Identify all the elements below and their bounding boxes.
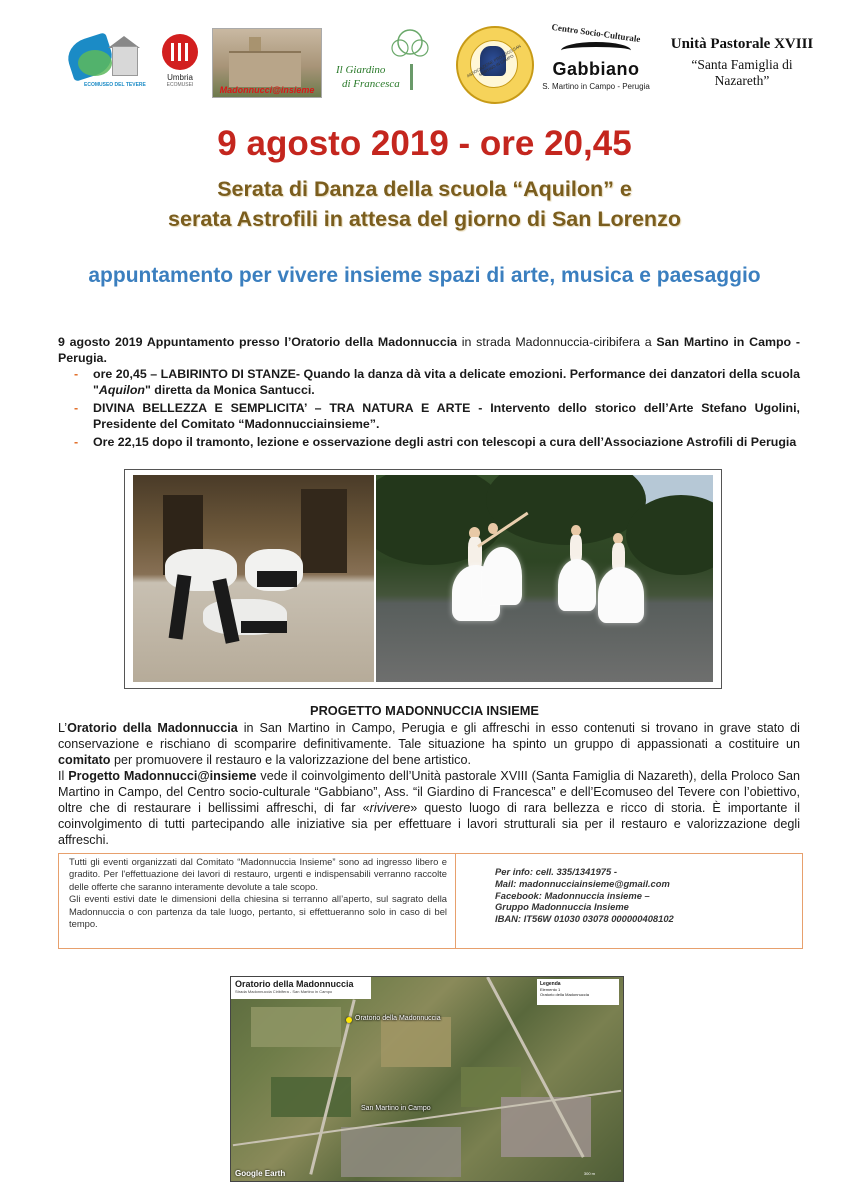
program-item: - ore 20,45 – LABIRINTO DI STANZE- Quando la danza dà vita a delicate emozioni. Performance dei danzatori della scuola "Aquilon" diretta da Monica Santucci. [74,367,800,397]
madonnucci-logo [212,28,322,98]
project-text [58,720,800,848]
map-legend [537,979,619,1005]
map-town-label: San Martino in Campo [361,1105,431,1112]
gabbiano-place: S. Martino in Campo - Perugia [542,82,650,91]
info-notes [59,854,456,948]
legend-item-2: Oratorio della Madonnuccia [540,992,589,997]
dance-photo-contemporary [133,475,374,682]
pastorale-logo [668,36,816,89]
umbria-name: Umbria [167,73,193,82]
pastorale-name: “Santa Famiglia di Nazareth” [691,57,793,88]
location-map [230,976,624,1182]
info-facebook: Facebook: Madonnuccia insieme – [495,889,650,901]
legend-item-1: Elemento 1 [540,987,561,992]
gabbiano-top: Centro Socio-Culturale [550,21,642,45]
project-paragraph-1: L’Oratorio della Madonnuccia in San Martino in Campo, Perugia e gli affreschi in esso contenuti si trovano in grave stato di conservazione e rischiano di scomparire definitivamente. Tale situazione ha spinto un gruppo di appassionati a costituire un comitato per promuovere il restauro e la valorizzazione del bene artistico. [58,721,800,767]
intro-middle: in strada Madonnuccia-ciribifera a [457,335,657,349]
subtitle-line-2: serata Astrofili in attesa del giorno di San Lorenzo [168,207,681,231]
program-list [74,366,800,452]
pastorale-title: Unità Pastorale XVIII [670,36,814,52]
program-item: - DIVINA BELLEZZA E SEMPLICITA’ – TRA NATURA E ARTE - Intervento dello storico dell’Arte Stefano Ugolini, Presidente del Comitato “Madonnucciainsieme”. [74,401,800,431]
proloco-logo [456,26,534,104]
map-pin-icon [346,1017,352,1023]
umbria-logo [158,34,202,100]
dance-photo-ballet [376,475,713,682]
intro-paragraph [58,334,800,366]
info-note-2: Gli eventi estivi date le dimensioni della chiesina si terranno all’aperto, sul sagrato della Madonnuccia o con partenza da tale luogo, pertanto, si effettueranno solo in caso di bel tempo. [69,893,447,930]
map-subtitle: Strada Madonnuccia Ciribifera - San Martino in Campo [235,989,333,994]
umbria-emblem-icon [162,34,198,70]
intro-place: San Martino in Campo - Perugia. [58,335,800,365]
map-title: Oratorio della Madonnuccia [235,979,354,989]
giardino-line1: Il Giardino [336,64,386,76]
info-phone: Per info: cell. 335/1341975 - [495,866,617,877]
google-earth-label: Google Earth [235,1169,286,1178]
umbria-sub: ECOMUSEI [166,82,194,88]
info-iban: IBAN: IT56W 01030 03078 000000408102 [495,913,674,925]
dash-icon: - [74,401,79,415]
program-item: - Ore 22,15 dopo il tramonto, lezione e osservazione degli astri con telescopi a cura dell’Associazione Astrofili di Perugia [74,435,797,449]
project-heading: PROGETTO MADONNUCCIA INSIEME [310,703,539,718]
map-header [231,977,371,999]
ecomuseo-logo [68,32,146,92]
event-tagline: appuntamento per vivere insieme spazi di arte, musica e paesaggio [88,264,761,287]
ecomuseo-caption: ECOMUSEO DEL TEVERE [84,82,146,88]
giardino-logo [334,28,446,98]
project-paragraph-2: Il Progetto Madonnucci@insieme vede il coinvolgimento dell’Unità pastorale XVIII (Santa Famiglia di Nazareth), della Proloco San Martino in Campo, del Centro socio-culturale “Gabbiano”, Ass. “il Giardino di Francesca” e dell’Ecomuseo del Tevere con l’obiettivo, oltre che di restaurare i bellissimi affreschi, di far «rivivere» questo luogo di rara bellezza e ricco di storia. È importante il coinvolgimento di tutti partecipando alle iniziative sia per effettuare i lavori strutturali sia per il restauro e valorizzazione degli affreschi. [58,769,801,847]
logo-strip [60,22,820,112]
proloco-ring-text: ASSOCIAZIONE PRO LOCO SAN MARTINO IN CAMPO [465,43,522,79]
dance-photos [124,469,722,689]
event-date-title: 9 agosto 2019 - ore 20,45 [217,124,632,163]
info-note-1: Tutti gli eventi organizzati dal Comitato “Madonnuccia Insieme” sono ad ingresso libero e gradito. Per l'effettuazione dei lavori di restauro, urgenti e indispensabili verranno raccolte delle offerte che saranno interamente devolute a tale scopo. [69,856,447,892]
dash-icon: - [74,367,79,381]
dash-icon: - [74,435,79,449]
gabbiano-name: Gabbiano [552,59,640,79]
info-contacts [495,866,795,925]
info-mail[interactable]: Mail: madonnucciainsieme@gmail.com [495,877,670,889]
event-subtitle [0,174,849,234]
legend-title: Legenda [540,981,561,987]
intro-lead: 9 agosto 2019 Appuntamento presso l’Oratorio della Madonnuccia [58,335,458,349]
subtitle-line-1: Serata di Danza della scuola “Aquilon” e [217,177,632,201]
info-group: Gruppo Madonnuccia Insieme [495,901,629,913]
seagull-icon [561,42,631,59]
map-scale: 300 m [583,1171,595,1176]
map-pin-label: Oratorio della Madonnuccia [355,1015,441,1022]
madonnucci-label: Madonnucci@insieme [219,85,315,95]
gabbiano-logo [540,21,652,100]
giardino-line2: di Francesca [342,78,400,90]
info-box [58,853,803,949]
